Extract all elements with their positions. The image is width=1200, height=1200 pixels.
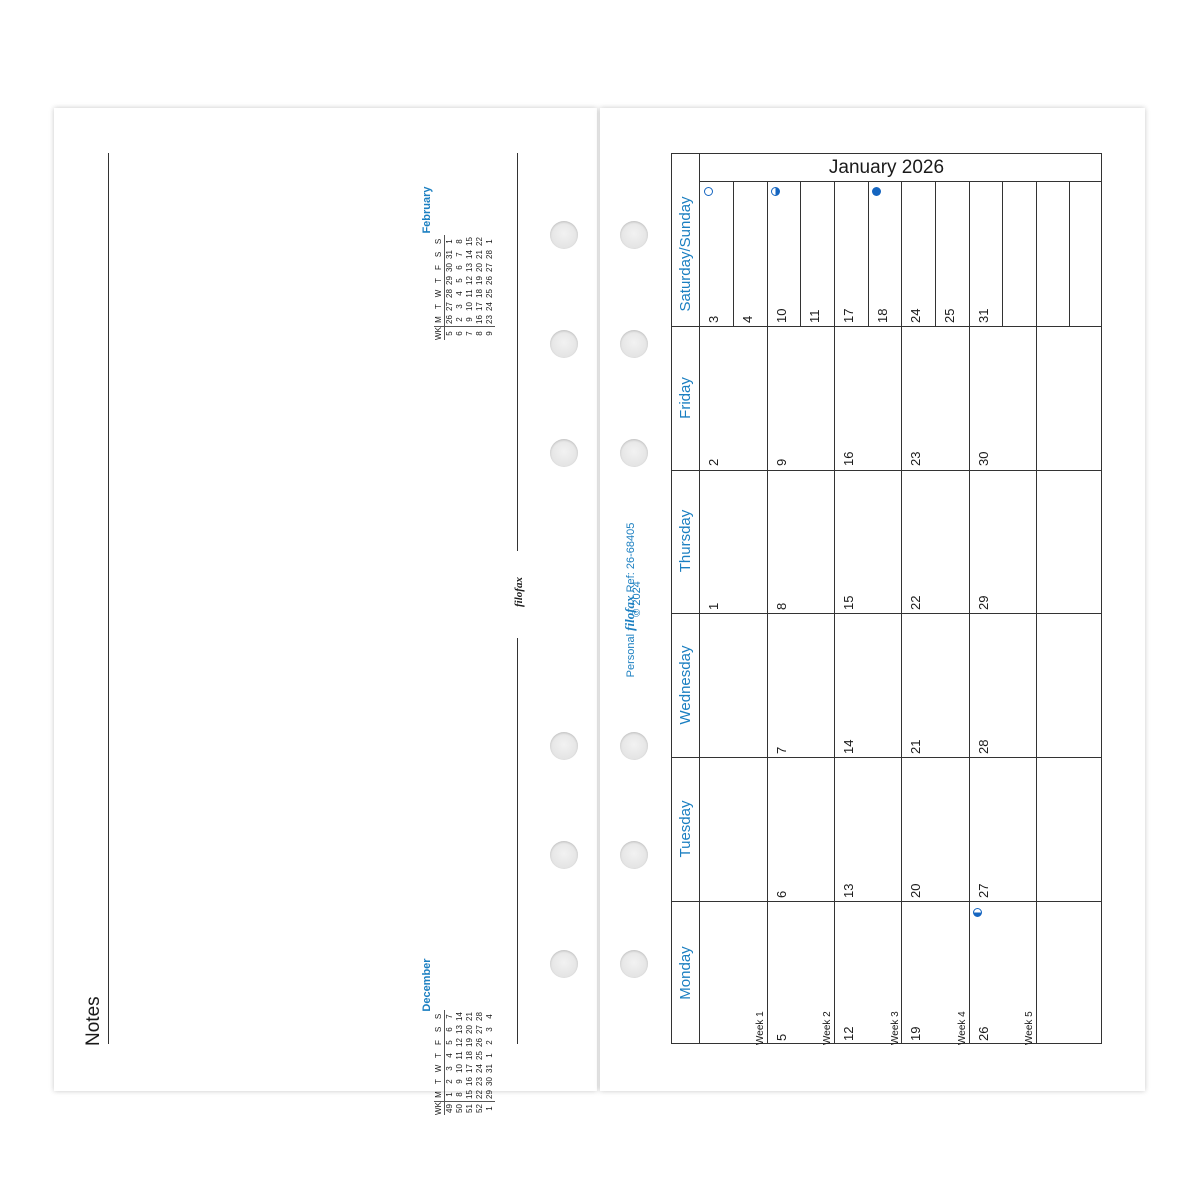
- mini-cal-cell: 14: [455, 1012, 464, 1021]
- punch-hole: [550, 950, 578, 978]
- punch-hole: [620, 841, 648, 869]
- date-number: 9: [774, 458, 789, 466]
- mini-cal-cell: 17: [465, 1064, 474, 1073]
- date-number: 26: [976, 1026, 991, 1041]
- mini-cal-header: T: [434, 1075, 445, 1088]
- mini-cal-cell: 30: [445, 263, 454, 272]
- grid-line: [1036, 181, 1037, 1043]
- day-label-tuesday: Tuesday: [677, 800, 694, 858]
- mini-cal-cell: 4: [455, 291, 464, 296]
- date-number: 30: [976, 451, 991, 466]
- mini-cal-cell: 23: [485, 315, 494, 324]
- mini-cal-cell: 17: [475, 302, 484, 311]
- mini-cal-cell: 25: [475, 1051, 484, 1060]
- mini-cal-cell: 30: [485, 1077, 494, 1086]
- day-label-friday: Friday: [677, 377, 694, 419]
- date-number: 17: [841, 308, 856, 323]
- mini-cal-cell: 20: [465, 1025, 474, 1034]
- mini-cal-cell: 2: [445, 1079, 454, 1084]
- grid-line: [868, 181, 869, 326]
- mini-cal-cell: 16: [465, 1077, 474, 1086]
- mini-cal-header: T: [434, 300, 445, 313]
- mini-cal-header: W: [434, 1062, 445, 1075]
- mini-cal-cell: 19: [465, 1038, 474, 1047]
- mini-calendar-grid: [434, 235, 495, 340]
- mini-cal-cell: 6: [455, 327, 465, 341]
- mini-cal-cell: 49: [445, 1102, 456, 1116]
- mini-cal-header: S: [434, 248, 445, 261]
- imprint-ref: Ref: 26-68405: [625, 522, 637, 593]
- mini-cal-cell: 51: [465, 1102, 475, 1116]
- filofax-logo: filofax: [513, 577, 525, 607]
- mini-calendar-month: December: [421, 958, 433, 1012]
- punch-hole: [550, 330, 578, 358]
- punch-hole: [620, 330, 648, 358]
- date-number: 3: [706, 315, 721, 323]
- week-label: Week 1: [755, 1011, 766, 1045]
- mini-cal-cell: 11: [455, 1051, 464, 1060]
- mini-cal-cell: 21: [475, 250, 484, 259]
- mini-cal-cell: 1: [445, 1092, 454, 1097]
- grid-line: [834, 181, 835, 1043]
- grid-line: [1002, 181, 1003, 326]
- month-title: January 2026: [828, 157, 945, 178]
- mini-cal-cell: 7: [455, 252, 464, 257]
- mini-cal-cell: 23: [475, 1077, 484, 1086]
- day-label-weekend: Saturday/Sunday: [677, 196, 694, 312]
- mini-cal-header: WK: [434, 1102, 443, 1115]
- mini-cal-cell: 22: [475, 1090, 484, 1099]
- mini-cal-cell: 7: [465, 327, 475, 341]
- imprint-copyright: © 2024: [631, 581, 643, 617]
- grid-line: [935, 181, 936, 326]
- mini-cal-cell: 22: [475, 237, 484, 246]
- mini-cal-cell: 28: [485, 250, 494, 259]
- date-number: 6: [774, 890, 789, 898]
- last-quarter-icon: [771, 187, 780, 196]
- mini-cal-cell: 27: [475, 1025, 484, 1034]
- date-number: 22: [908, 595, 923, 610]
- mini-cal-cell: 19: [475, 276, 484, 285]
- mini-cal-cell: 10: [455, 1064, 464, 1073]
- grid-line: [969, 181, 970, 1043]
- mini-cal-cell: 6: [445, 1027, 454, 1032]
- date-number: 15: [841, 595, 856, 610]
- mini-cal-cell: 52: [475, 1102, 485, 1116]
- date-number: 8: [774, 602, 789, 610]
- mini-cal-header: T: [434, 274, 445, 287]
- date-number: 4: [740, 315, 755, 323]
- punch-hole: [620, 950, 648, 978]
- mini-cal-cell: 16: [475, 315, 484, 324]
- month-calendar: [671, 153, 1102, 1044]
- mini-cal-header: S: [434, 1010, 445, 1023]
- mini-cal-cell: 7: [445, 1014, 454, 1019]
- mini-cal-cell: 21: [465, 1012, 474, 1021]
- mini-cal-header: F: [434, 261, 445, 274]
- mini-calendar-february: [420, 80, 520, 340]
- mini-cal-header: W: [434, 287, 445, 300]
- mini-cal-cell: 27: [485, 263, 494, 272]
- mini-cal-header: S: [434, 1023, 445, 1036]
- mini-cal-cell: 13: [465, 263, 474, 272]
- punch-hole: [620, 732, 648, 760]
- mini-cal-cell: 9: [455, 1079, 464, 1084]
- mini-cal-cell: 11: [465, 289, 474, 298]
- date-number: 11: [807, 309, 822, 323]
- mini-cal-cell: 3: [445, 1066, 454, 1071]
- mini-cal-cell: 31: [485, 1064, 494, 1073]
- date-number: 31: [976, 308, 991, 323]
- imprint-size: Personal: [625, 633, 637, 678]
- mini-cal-cell: 29: [445, 276, 454, 285]
- mini-cal-cell: 29: [485, 1090, 494, 1099]
- mini-cal-cell: 10: [465, 302, 474, 311]
- mini-cal-cell: 5: [445, 1040, 454, 1045]
- date-number: 16: [841, 451, 856, 466]
- grid-line: [901, 181, 902, 1043]
- date-number: 21: [908, 739, 923, 754]
- mini-cal-cell: 26: [475, 1038, 484, 1047]
- date-number: 12: [841, 1026, 856, 1041]
- week-label: Week 4: [957, 1011, 968, 1045]
- mini-cal-cell: 8: [455, 1092, 464, 1097]
- punch-hole: [550, 732, 578, 760]
- mini-cal-header: M: [434, 1088, 445, 1102]
- mini-cal-cell: 3: [485, 1027, 494, 1032]
- week-label: Week 5: [1024, 1011, 1035, 1045]
- date-number: 18: [875, 308, 890, 323]
- mini-cal-cell: 4: [445, 1053, 454, 1058]
- imprint-logo: filofax: [622, 595, 637, 631]
- mini-calendar-month: February: [421, 186, 433, 234]
- grid-line: [800, 181, 801, 326]
- punch-hole: [550, 841, 578, 869]
- date-number: 1: [706, 602, 721, 610]
- mini-cal-cell: 5: [445, 327, 456, 341]
- grid-line: [733, 181, 734, 326]
- mini-cal-cell: 20: [475, 263, 484, 272]
- mini-cal-cell: 3: [455, 304, 464, 309]
- grid-line: [1069, 181, 1070, 326]
- date-number: 28: [976, 739, 991, 754]
- date-number: 27: [976, 883, 991, 898]
- mini-cal-cell: 13: [455, 1025, 464, 1034]
- date-number: 19: [908, 1026, 923, 1041]
- grid-line: [767, 181, 768, 1043]
- date-number: 24: [908, 308, 923, 323]
- full-moon-icon: [704, 187, 713, 196]
- week-label: Week 2: [822, 1011, 833, 1045]
- mini-cal-cell: 18: [465, 1051, 474, 1060]
- mini-cal-cell: 1: [485, 1102, 495, 1116]
- mini-cal-header: S: [434, 235, 445, 248]
- date-number: 10: [774, 308, 789, 323]
- mini-cal-cell: 1: [445, 239, 454, 244]
- mini-cal-cell: 27: [445, 302, 454, 311]
- date-number: 23: [908, 451, 923, 466]
- punch-hole: [620, 439, 648, 467]
- mini-cal-cell: 15: [465, 1090, 474, 1099]
- mini-cal-cell: 26: [485, 276, 494, 285]
- mini-cal-cell: 15: [465, 237, 474, 246]
- mini-cal-cell: 50: [455, 1102, 465, 1116]
- mini-cal-cell: 28: [445, 289, 454, 298]
- date-number: 14: [841, 739, 856, 754]
- date-number: 20: [908, 883, 923, 898]
- date-number: 13: [841, 883, 856, 898]
- new-moon-icon: [872, 187, 881, 196]
- notes-rule: [108, 153, 109, 1044]
- mini-cal-cell: 12: [465, 276, 474, 285]
- day-label-thursday: Thursday: [677, 509, 694, 573]
- mini-cal-cell: 8: [475, 327, 485, 341]
- date-number: 2: [706, 458, 721, 466]
- mini-cal-cell: 18: [475, 289, 484, 298]
- date-number: 29: [976, 595, 991, 610]
- punch-hole: [550, 439, 578, 467]
- grid-line: [699, 181, 1101, 182]
- day-label-wednesday: Wednesday: [677, 645, 694, 725]
- mini-cal-cell: 9: [485, 327, 495, 341]
- date-number: 25: [942, 308, 957, 323]
- date-number: 5: [774, 1033, 789, 1041]
- mini-cal-cell: 9: [465, 317, 474, 322]
- grid-line: [699, 154, 700, 1043]
- mini-cal-cell: 14: [465, 250, 474, 259]
- punch-hole: [550, 221, 578, 249]
- notes-title: Notes: [83, 996, 104, 1046]
- mini-cal-header: T: [434, 1049, 445, 1062]
- mini-calendar-grid: [434, 1010, 495, 1115]
- mini-cal-cell: 5: [455, 278, 464, 283]
- mini-cal-cell: 1: [485, 239, 494, 244]
- mini-cal-header: F: [434, 1036, 445, 1049]
- mini-calendar-december: [420, 855, 520, 1115]
- mini-cal-cell: 12: [455, 1038, 464, 1047]
- mini-cal-cell: 2: [455, 317, 464, 322]
- mini-cal-header: M: [434, 313, 445, 327]
- mini-cal-cell: 26: [445, 315, 454, 324]
- mini-cal-cell: 25: [485, 289, 494, 298]
- mini-cal-cell: 24: [485, 302, 494, 311]
- mini-cal-cell: 2: [485, 1040, 494, 1045]
- mini-cal-cell: 31: [445, 250, 454, 259]
- mini-cal-cell: 6: [455, 265, 464, 270]
- first-quarter-icon: [973, 908, 982, 917]
- mini-cal-cell: 24: [475, 1064, 484, 1073]
- mini-cal-cell: 1: [485, 1053, 494, 1058]
- week-label: Week 3: [890, 1011, 901, 1045]
- day-label-monday: Monday: [677, 946, 694, 1000]
- mini-cal-cell: 4: [485, 1014, 494, 1019]
- date-number: 7: [774, 746, 789, 754]
- mini-cal-cell: 8: [455, 239, 464, 244]
- mini-cal-cell: 28: [475, 1012, 484, 1021]
- mini-cal-header: WK: [434, 327, 443, 340]
- punch-hole: [620, 221, 648, 249]
